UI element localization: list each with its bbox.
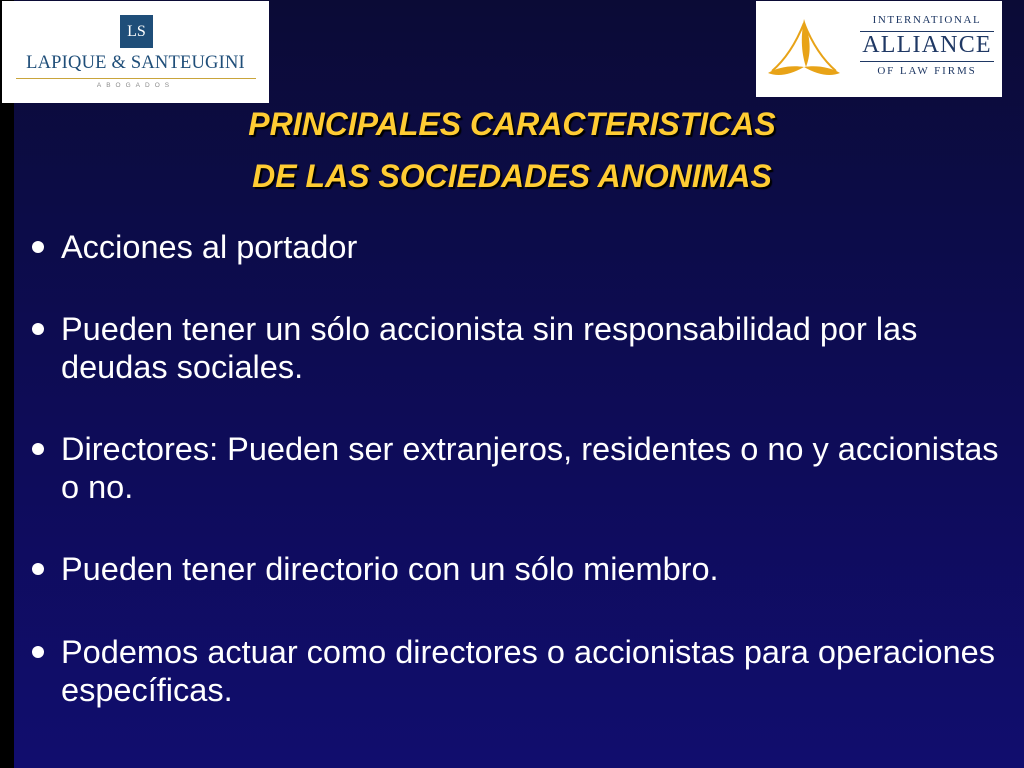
ls-monogram: LS	[120, 15, 153, 48]
firm-name: LAPIQUE & SANTEUGINI	[26, 53, 245, 73]
bullet-text: Pueden tener directorio con un sólo miembro.	[61, 551, 719, 587]
alliance-rule-bottom	[860, 61, 994, 62]
bullet-item	[30, 228, 1015, 266]
alliance-line-international: INTERNATIONAL	[872, 14, 982, 26]
bullet-item	[30, 430, 1015, 506]
alliance-line-law-firms: OF LAW FIRMS	[877, 65, 977, 77]
bullet-dot-icon	[32, 443, 44, 455]
title-line-1: PRINCIPALES CARACTERISTICAS	[248, 106, 776, 142]
bullet-text: Directores: Pueden ser extranjeros, residentes o no y accionistas o no.	[61, 431, 999, 505]
firm-subtitle: ABOGADOS	[96, 82, 175, 89]
bullet-text: Podemos actuar como directores o accionistas para operaciones específicas.	[61, 634, 995, 708]
bullet-list	[30, 228, 1015, 709]
bullet-text: Acciones al portador	[61, 229, 358, 265]
bullet-dot-icon	[32, 646, 44, 658]
bullet-dot-icon	[32, 563, 44, 575]
slide-title	[0, 98, 1024, 202]
alliance-line-alliance: ALLIANCE	[862, 32, 992, 58]
bullet-item	[30, 633, 1015, 709]
international-alliance-logo	[756, 1, 1002, 97]
title-line-2: DE LAS SOCIEDADES ANONIMAS	[252, 158, 772, 194]
bullet-item	[30, 310, 1015, 386]
bullet-dot-icon	[32, 323, 44, 335]
logo-divider	[16, 78, 256, 79]
bullet-text: Pueden tener un sólo accionista sin responsabilidad por las deudas sociales.	[61, 311, 918, 385]
bullet-dot-icon	[32, 241, 44, 253]
tri-arc-emblem-icon	[766, 15, 842, 85]
lapique-santeugini-logo	[2, 1, 269, 103]
bullet-item	[30, 550, 1015, 588]
